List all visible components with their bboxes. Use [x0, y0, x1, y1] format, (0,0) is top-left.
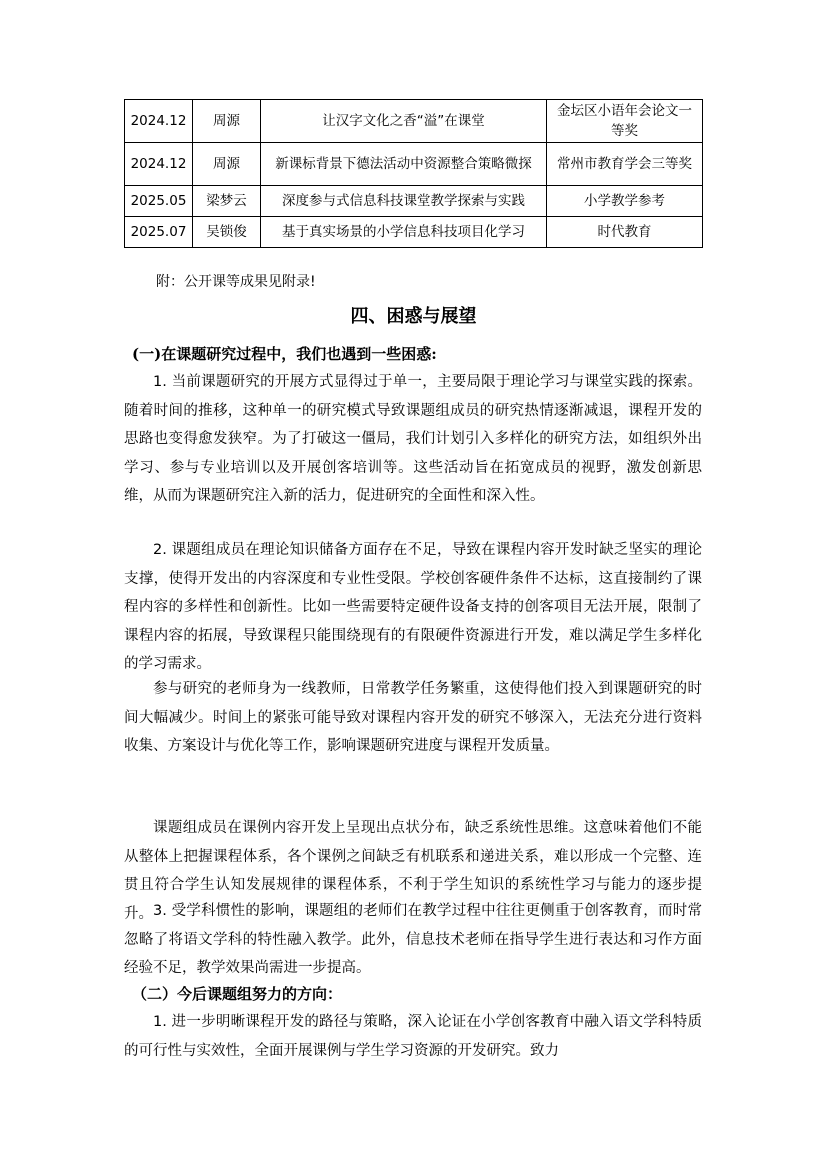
paragraph-4: 课题组成员在课例内容开发上呈现出点状分布，缺乏系统性思维。这意味着他们不能从整体上把握课程体系，各个课例之间缺乏有机联系和递进关系，难以形成一个完整、连贯且符合学生认知发展规律的课程体系，不利于学生知识的系统性学习与能力的逐步提升。 [124, 820, 702, 922]
cell-title: 深度参与式信息科技课堂教学探索与实践 [261, 186, 547, 217]
subheading-confusions: (一)在课题研究过程中，我们也遇到一些困惑: [132, 345, 437, 363]
cell-date: 2024.12 [125, 100, 193, 143]
paragraph-5: 3. 受学科惯性的影响，课题组的老师们在教学过程中往往更侧重于创客教育，而时常忽略了将语文学科的特性融入教学。此外，信息技术老师在指导学生进行表达和习作方面经验不足，教学效果尚需进一步提高。 [124, 903, 702, 976]
cell-title: 新课标背景下德法活动中资源整合策略微探 [261, 143, 547, 186]
cell-author: 梁梦云 [193, 186, 261, 217]
table-row [125, 217, 703, 248]
paragraph-2: 2. 课题组成员在理论知识储备方面存在不足，导致在课程内容开发时缺乏坚实的理论支撑，使得开发出的内容深度和专业性受限。学校创客硬件条件不达标，这直接制约了课程内容的多样性和创新性。比如一些需要特定硬件设备支持的创客项目无法开展，限制了课程内容的拓展，导致课程只能围绕现有的有限硬件资源进行开发，难以满足学生多样化的学习需求。 [124, 542, 702, 672]
table-row [125, 186, 703, 217]
appendix-note: 附：公开课等成果见附录! [156, 274, 316, 290]
paragraph-3: 参与研究的老师身为一线教师，日常教学任务繁重，这使得他们投入到课题研究的时间大幅减少。时间上的紧张可能导致对课程内容开发的研究不够深入，无法充分进行资料收集、方案设计与优化等工作，影响课题研究进度与课程开发质量。 [124, 681, 702, 754]
cell-title: 让汉字文化之香“溢”在课堂 [261, 100, 547, 143]
cell-award: 小学教学参考 [547, 186, 703, 217]
cell-award: 时代教育 [547, 217, 703, 248]
cell-date: 2025.05 [125, 186, 193, 217]
cell-date: 2025.07 [125, 217, 193, 248]
table-row [125, 143, 703, 186]
table-row [125, 100, 703, 143]
paragraph-1: 1. 当前课题研究的开展方式显得过于单一，主要局限于理论学习与课堂实践的探索。随着时间的推移，这种单一的研究模式导致课题组成员的研究热情逐渐减退，课程开发的思路也变得愈发狭窄。为了打破这一僵局，我们计划引入多样化的研究方法，如组织外出学习、参与专业培训以及开展创客培训等。这些活动旨在拓宽成员的视野，激发创新思维，从而为课题研究注入新的活力，促进研究的全面性和深入性。 [124, 374, 702, 504]
cell-author: 吴锁俊 [193, 217, 261, 248]
cell-date: 2024.12 [125, 143, 193, 186]
section-title: 四、困惑与展望 [350, 306, 477, 327]
paragraph-6: 1. 进一步明晰课程开发的路径与策略，深入论证在小学创客教育中融入语文学科特质的可行性与实效性，全面开展课例与学生学习资源的开发研究。致力 [124, 1014, 702, 1059]
cell-author: 周源 [193, 143, 261, 186]
subheading-directions: （二）今后课题组努力的方向： [132, 985, 343, 1003]
cell-award: 常州市教育学会三等奖 [547, 143, 703, 186]
cell-author: 周源 [193, 100, 261, 143]
cell-award: 金坛区小语年会论文一等奖 [547, 100, 703, 143]
cell-title: 基于真实场景的小学信息科技项目化学习 [261, 217, 547, 248]
awards-table [124, 99, 703, 248]
